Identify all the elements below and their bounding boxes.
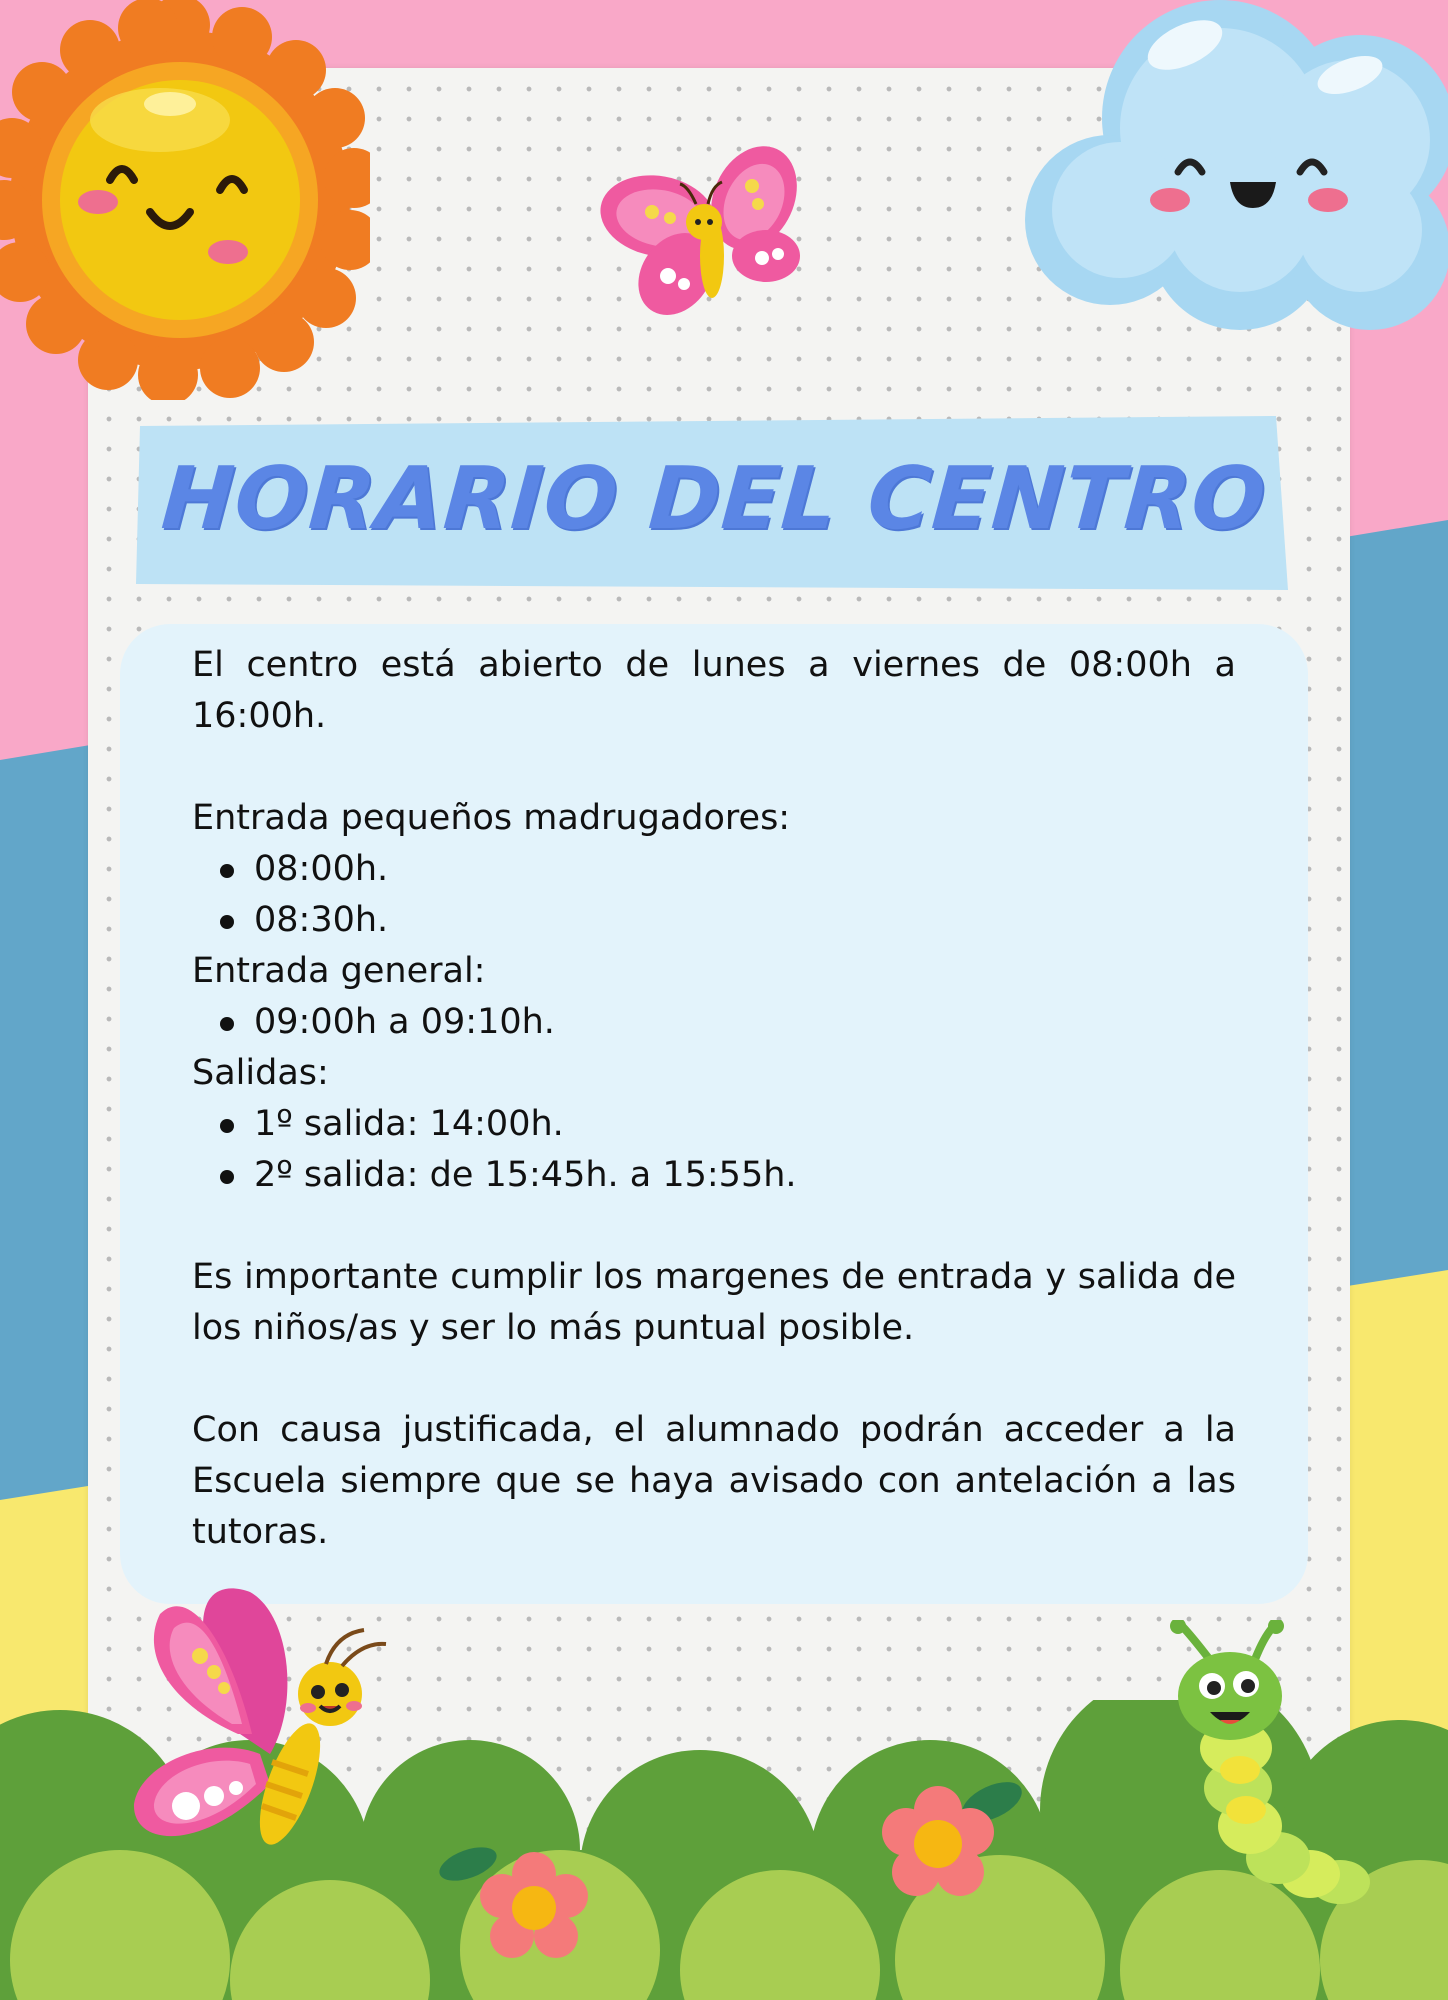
- section-heading-exits: Salidas:: [192, 1053, 329, 1093]
- list-item: 08:00h.: [254, 844, 1236, 895]
- section-heading-general: Entrada general:: [192, 951, 486, 991]
- sun-icon: [0, 0, 370, 400]
- list-early: [192, 844, 1236, 946]
- flower-icon: [438, 1834, 598, 1974]
- cloud-icon: [1020, 0, 1448, 340]
- list-item: 08:30h.: [254, 895, 1236, 946]
- butterfly-icon: [120, 1584, 390, 1864]
- justified-access-note: Con causa justificada, el alumnado podrán acceder a la Escuela siempre que se haya avisado con antelación a las tutoras.: [192, 1410, 1236, 1552]
- list-item: 2º salida: de 15:45h. a 15:55h.: [254, 1150, 1236, 1201]
- page-title: HORARIO DEL CENTRO: [158, 449, 1270, 549]
- list-general: [192, 997, 1236, 1048]
- flower-icon: [864, 1772, 1024, 1912]
- content-body: [192, 640, 1236, 1558]
- punctuality-note: Es importante cumplir los margenes de entrada y salida de los niños/as y ser lo más puntual posible.: [192, 1257, 1236, 1348]
- list-item: 09:00h a 09:10h.: [254, 997, 1236, 1048]
- intro-text: El centro está abierto de lunes a viernes de 08:00h a 16:00h.: [192, 645, 1236, 736]
- caterpillar-icon: [1150, 1620, 1370, 1920]
- butterfly-icon: [596, 146, 808, 326]
- list-item: 1º salida: 14:00h.: [254, 1099, 1236, 1150]
- list-exits: [192, 1099, 1236, 1201]
- section-heading-early: Entrada pequeños madrugadores:: [192, 798, 791, 838]
